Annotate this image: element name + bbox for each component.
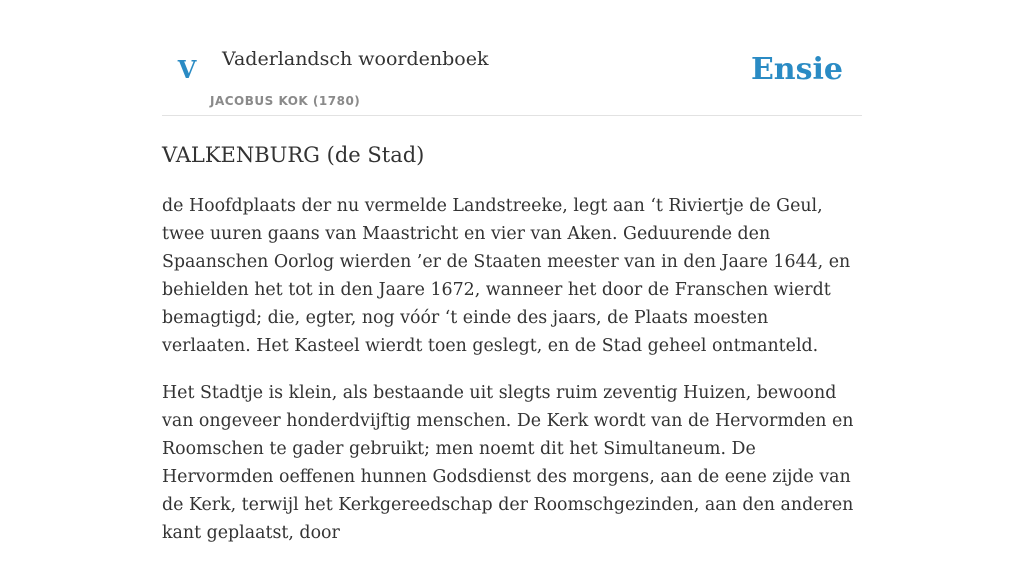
entry-body — [162, 192, 862, 566]
site-header — [162, 0, 862, 116]
book-title[interactable]: Vaderlandsch woordenboek — [222, 48, 489, 70]
book-author: JACOBUS KOK (1780) — [210, 94, 361, 108]
entry-title: VALKENBURG (de Stad) — [162, 143, 425, 167]
brand-logo-link[interactable]: Ensie — [750, 52, 843, 87]
index-letter[interactable]: V — [177, 55, 197, 84]
entry-paragraph: Het Stadtje is klein, als bestaande uit slegts ruim zeventig Huizen, bewoond van ongeveer honderdvijftig menschen. De Kerk wordt van de Hervormden en Roomschen te gader gebruikt; men noemt dit het Simultaneum. De Hervormden oeffenen hunnen Godsdienst des morgens, aan de eene zijde van de Kerk, terwijl het Kerkgereedschap der Roomschgezinden, aan den anderen kant geplaatst, door — [162, 383, 854, 543]
entry-paragraph: de Hoofdplaats der nu vermelde Landstreeke, legt aan ‘t Riviertje de Geul, twee uuren gaans van Maastricht en vier van Aken. Geduurende den Spaanschen Oorlog wierden ’er de Staaten meester van in den Jaare 1644, en behielden het tot in den Jaare 1672, wanneer het door de Franschen wierdt bemagtigd; die, egter, nog vóór ‘t einde des jaars, de Plaats moesten verlaaten. Het Kasteel wierdt toen geslegt, en de Stad geheel ontmanteld. — [162, 196, 851, 356]
